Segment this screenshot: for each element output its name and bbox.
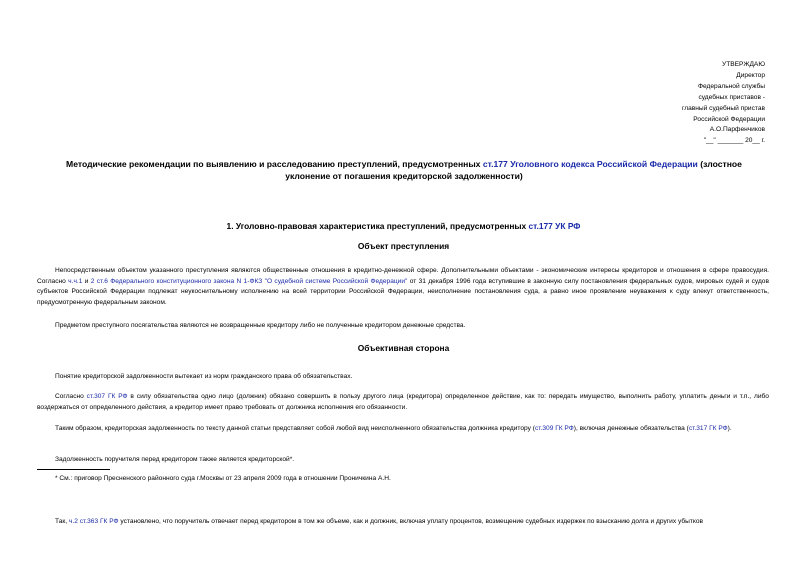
footnote: * См.: приговор Пресненского районного суда г.Москвы от 23 апреля 2009 года в отношении Проничкина А.Н.	[55, 475, 391, 482]
approval-line: судебных приставов -	[698, 93, 765, 101]
title-text-end: (злостное уклонение от погашения кредиторской задолженности)	[285, 159, 742, 181]
paragraph-text: ), включая денежные обязательства (	[573, 425, 689, 432]
subheading-object: Объект преступления	[357, 241, 450, 251]
approval-line: главный судебный пристав	[682, 104, 765, 112]
law-link[interactable]: ст.307 ГК РФ	[86, 393, 128, 400]
subheading-objective: Объективная сторона	[357, 343, 450, 353]
section-heading-text: 1. Уголовно-правовая характеристика преступлений, предусмотренных	[226, 221, 529, 231]
law-link[interactable]: ст.309 ГК РФ	[534, 425, 574, 432]
paragraph-debt-definition	[37, 424, 769, 435]
section-heading-link[interactable]: ст.177 УК РФ	[528, 221, 581, 231]
paragraph-text: установлено, что поручитель отвечает перед кредитором в том же объеме, как и должник, включая уплату процентов, возмещение судебных издержек по взысканию долга и других убытков	[118, 518, 704, 525]
paragraph-text: Таким образом, кредиторская задолженность по тексту данной статьи представляет собой любой вид неисполненного обязательства должника кредитору (	[55, 425, 535, 432]
paragraph-debt-concept: Понятие кредиторской задолженности вытекает из норм гражданского права об обязательствах.	[55, 373, 353, 380]
approval-line: "__" _______ 20__ г.	[703, 137, 765, 145]
paragraph-obligation	[37, 392, 769, 413]
paragraph-text: Так,	[55, 518, 69, 525]
paragraph-text: и	[82, 277, 91, 285]
approval-line: А.О.Парфенчиков	[709, 126, 765, 134]
approval-block	[682, 60, 765, 147]
section-heading	[0, 221, 807, 231]
title-text-start: Методические рекомендации по выявлению и расследованию преступлений, предусмотренных	[66, 159, 483, 169]
paragraph-text: Согласно	[55, 393, 87, 400]
paragraph-guarantor: Задолженность поручителя перед кредитором также является кредиторской*.	[55, 456, 295, 463]
footnote-divider	[37, 469, 110, 470]
paragraph-object	[37, 266, 769, 308]
paragraph-guarantor-liability	[37, 517, 769, 528]
approval-line: Директор	[736, 71, 765, 79]
law-link[interactable]: 2 ст.6 Федерального конституционного закона N 1-ФКЗ "О судебной системе Российской Федерации"	[90, 277, 408, 285]
document-title	[60, 158, 748, 182]
law-link[interactable]: ч.2 ст.363 ГК РФ	[68, 518, 119, 525]
paragraph-text: от 31 декабря 1996 года вступившие в законную силу постановления федеральных судов, мировых судей и судов субъектов Российской Федерации подлежат неукоснительному исполнению на всей территории Российской Федерации, неисполнение постановления суда, а равно иное проявление неуважения к суду влекут ответственность, предусмотренную федеральным законом.	[37, 277, 769, 306]
paragraph-text: ).	[727, 425, 732, 432]
title-law-link[interactable]: ст.177 Уголовного кодекса Российской Федерации	[482, 159, 698, 169]
approval-line: Российской Федерации	[693, 115, 765, 123]
paragraph-text: Непосредственным объектом указанного преступления являются общественные отношения в кредитно-денежной сфере. Дополнительными объектами - экономические интересы кредиторов и отношения в сфере правосудия. Согласно	[37, 267, 769, 285]
paragraph-text: в силу обязательства одно лицо (должник) обязано совершить в пользу другого лица (кредитора) определенное действие, как то: передать имущество, выполнить работу, уплатить деньги и т.п., либо воздержаться от определенного действия, а кредитор имеет право требовать от должника исполнения его обязанности.	[37, 393, 769, 411]
law-link[interactable]: ч.ч.1	[68, 277, 83, 285]
approval-line: Федеральной службы	[697, 82, 765, 90]
approval-line: УТВЕРЖДАЮ	[722, 61, 765, 68]
paragraph-subject: Предметом преступного посягательства являются не возвращенные кредитору либо не полученные кредитором денежные средства.	[55, 322, 466, 329]
law-link[interactable]: ст.317 ГК РФ	[688, 425, 728, 432]
